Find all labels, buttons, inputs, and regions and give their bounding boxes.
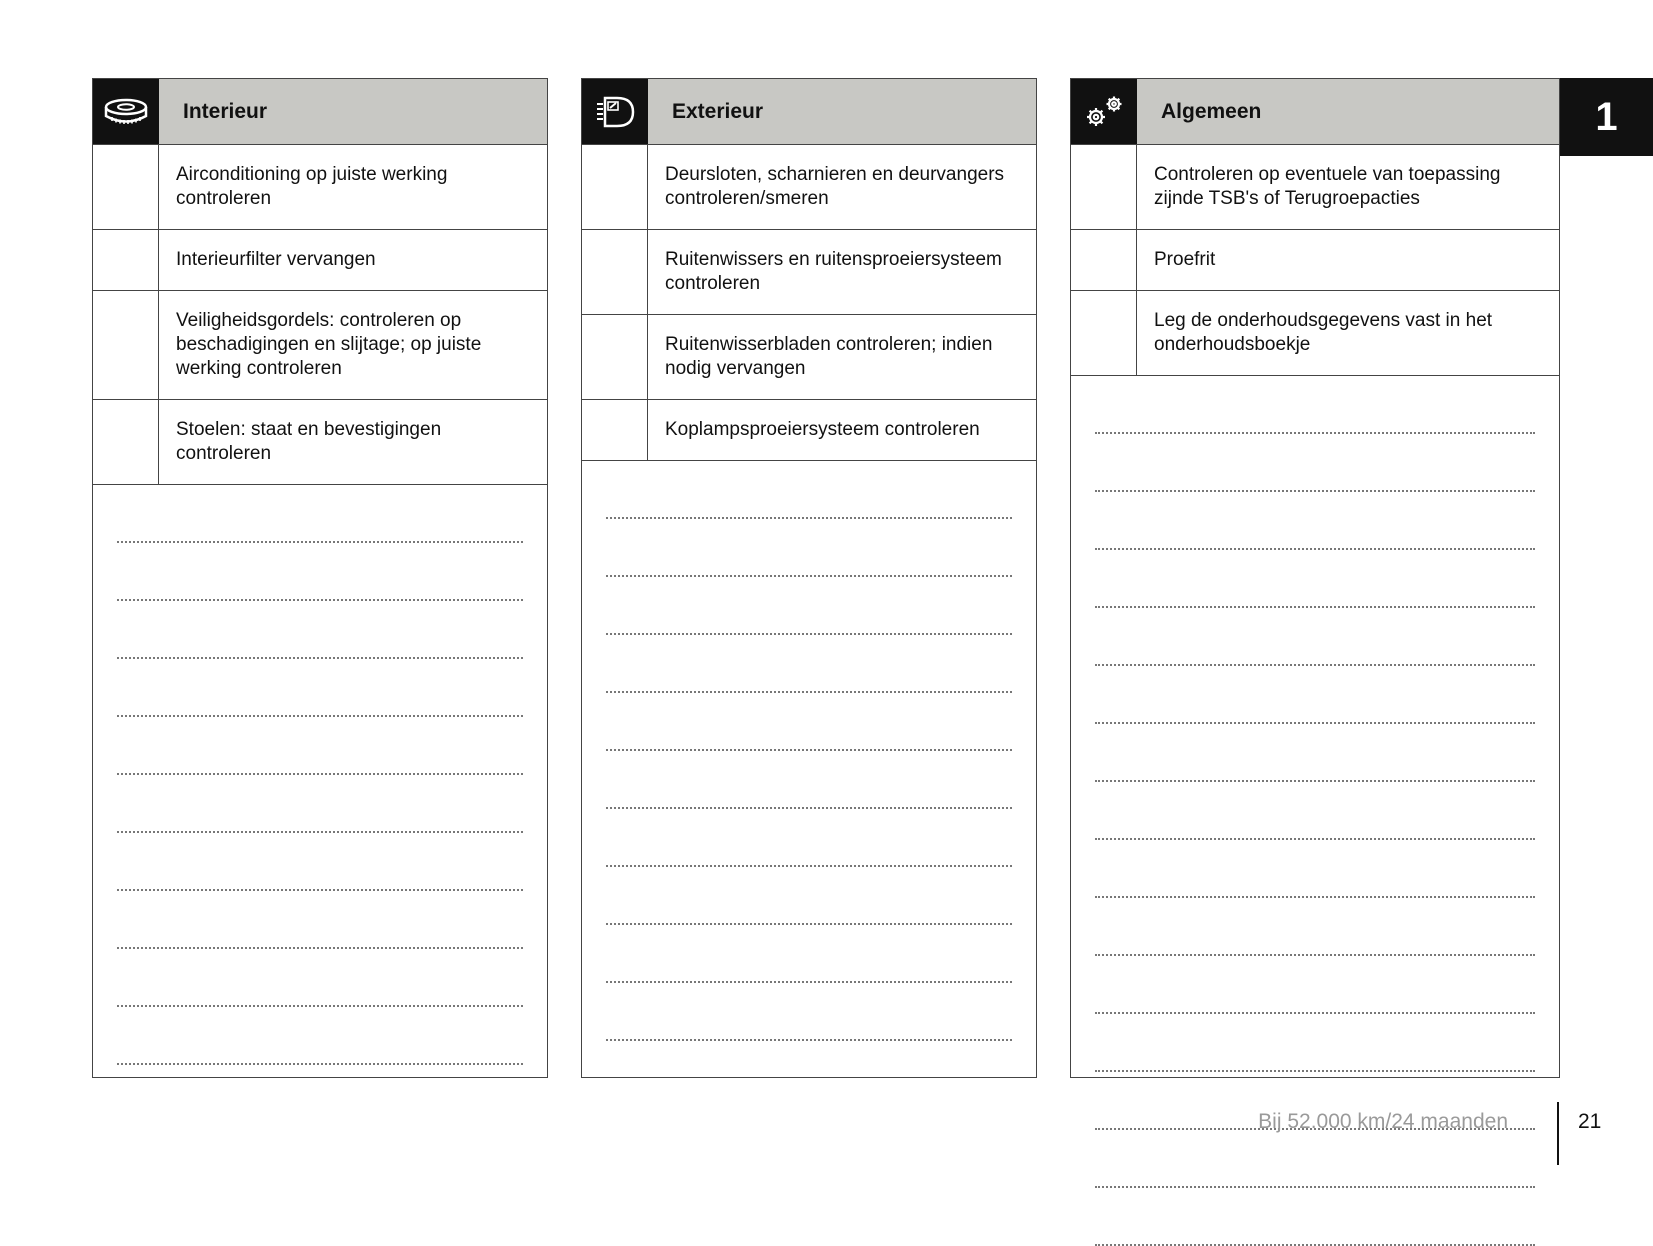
item-text: Controleren op eventuele van toepassing zijnde TSB's of Terugroepacties: [1154, 164, 1501, 209]
checkbox-cell[interactable]: [93, 230, 159, 290]
chapter-tab: 1: [1560, 78, 1653, 156]
item-text: Stoelen: staat en bevestigingen controleren: [176, 419, 442, 464]
checkbox-cell[interactable]: [582, 315, 648, 399]
panel-interieur: [92, 78, 548, 1078]
item-text: Airconditioning op juiste werking controleren: [176, 164, 448, 209]
panel-header: [93, 79, 547, 145]
note-line[interactable]: [606, 693, 1012, 751]
note-line[interactable]: [606, 635, 1012, 693]
item-text: Ruitenwisserbladen controleren; indien nodig vervangen: [665, 334, 993, 379]
list-item: [1071, 230, 1559, 291]
note-line[interactable]: [1095, 898, 1535, 956]
checkbox-cell[interactable]: [93, 291, 159, 399]
gears-icon: [1071, 79, 1137, 144]
note-line[interactable]: [117, 717, 523, 775]
list-item: [1071, 145, 1559, 230]
note-line[interactable]: [117, 601, 523, 659]
note-line[interactable]: [606, 461, 1012, 519]
note-line[interactable]: [117, 659, 523, 717]
note-line[interactable]: [1095, 840, 1535, 898]
note-line[interactable]: [117, 775, 523, 833]
checkbox-cell[interactable]: [1071, 230, 1137, 290]
checkbox-cell[interactable]: [582, 230, 648, 314]
note-line[interactable]: [1095, 956, 1535, 1014]
item-text: Deursloten, scharnieren en deurvangers controleren/smeren: [665, 164, 1005, 209]
panel-exterieur: [581, 78, 1037, 1078]
note-line[interactable]: [606, 809, 1012, 867]
item-text: Ruitenwissers en ruitensproeiersysteem controleren: [665, 249, 1002, 294]
note-line[interactable]: [606, 925, 1012, 983]
list-item: [93, 145, 547, 230]
note-line[interactable]: [117, 891, 523, 949]
panel-header: [1071, 79, 1559, 145]
note-line[interactable]: [1095, 434, 1535, 492]
panel-title: Exterieur: [648, 79, 1036, 144]
note-line[interactable]: [1095, 1130, 1535, 1188]
note-line[interactable]: [1095, 666, 1535, 724]
note-line[interactable]: [1095, 608, 1535, 666]
note-line[interactable]: [1095, 376, 1535, 434]
note-line[interactable]: [1095, 1188, 1535, 1246]
note-line[interactable]: [1095, 782, 1535, 840]
checkbox-cell[interactable]: [93, 145, 159, 229]
list-item: [582, 145, 1036, 230]
item-text: Interieurfilter vervangen: [176, 249, 376, 270]
note-line[interactable]: [606, 751, 1012, 809]
list-item: [93, 230, 547, 291]
checkbox-cell[interactable]: [582, 145, 648, 229]
note-line[interactable]: [606, 577, 1012, 635]
list-item: [582, 230, 1036, 315]
checkbox-cell[interactable]: [1071, 291, 1137, 375]
list-item: [93, 400, 547, 485]
note-line[interactable]: [1095, 550, 1535, 608]
note-line[interactable]: [1095, 724, 1535, 782]
note-line[interactable]: [606, 519, 1012, 577]
note-line[interactable]: [1095, 1014, 1535, 1072]
list-item: [93, 291, 547, 400]
item-text: Leg de onderhoudsgegevens vast in het onderhoudsboekje: [1154, 310, 1493, 355]
list-item: [1071, 291, 1559, 376]
item-text: Veiligheidsgordels: controleren op beschadigingen en slijtage; op juiste werking controleren: [176, 310, 482, 379]
speaker-icon: [93, 79, 159, 144]
page-number: 21: [1578, 1110, 1602, 1133]
panel-title: Interieur: [159, 79, 547, 144]
list-item: [582, 315, 1036, 400]
panel-header: [582, 79, 1036, 145]
note-lines: [582, 461, 1036, 1041]
headlight-icon: [582, 79, 648, 144]
note-lines: [93, 485, 547, 1065]
item-text: Proefrit: [1154, 249, 1216, 270]
checkbox-cell[interactable]: [93, 400, 159, 484]
item-text: Koplampsproeiersysteem controleren: [665, 419, 980, 440]
panel-title: Algemeen: [1137, 79, 1559, 144]
panel-algemeen: [1070, 78, 1560, 1078]
list-item: [582, 400, 1036, 461]
note-line[interactable]: [117, 833, 523, 891]
note-line[interactable]: [1095, 492, 1535, 550]
note-line[interactable]: [606, 983, 1012, 1041]
note-line[interactable]: [117, 543, 523, 601]
note-line[interactable]: [117, 1007, 523, 1065]
note-line[interactable]: [117, 949, 523, 1007]
note-line[interactable]: [606, 867, 1012, 925]
note-line[interactable]: [117, 485, 523, 543]
footer-interval: Bij 52.000 km/24 maanden: [1258, 1110, 1508, 1133]
checkbox-cell[interactable]: [1071, 145, 1137, 229]
footer-divider: [1557, 1102, 1559, 1165]
checkbox-cell[interactable]: [582, 400, 648, 460]
